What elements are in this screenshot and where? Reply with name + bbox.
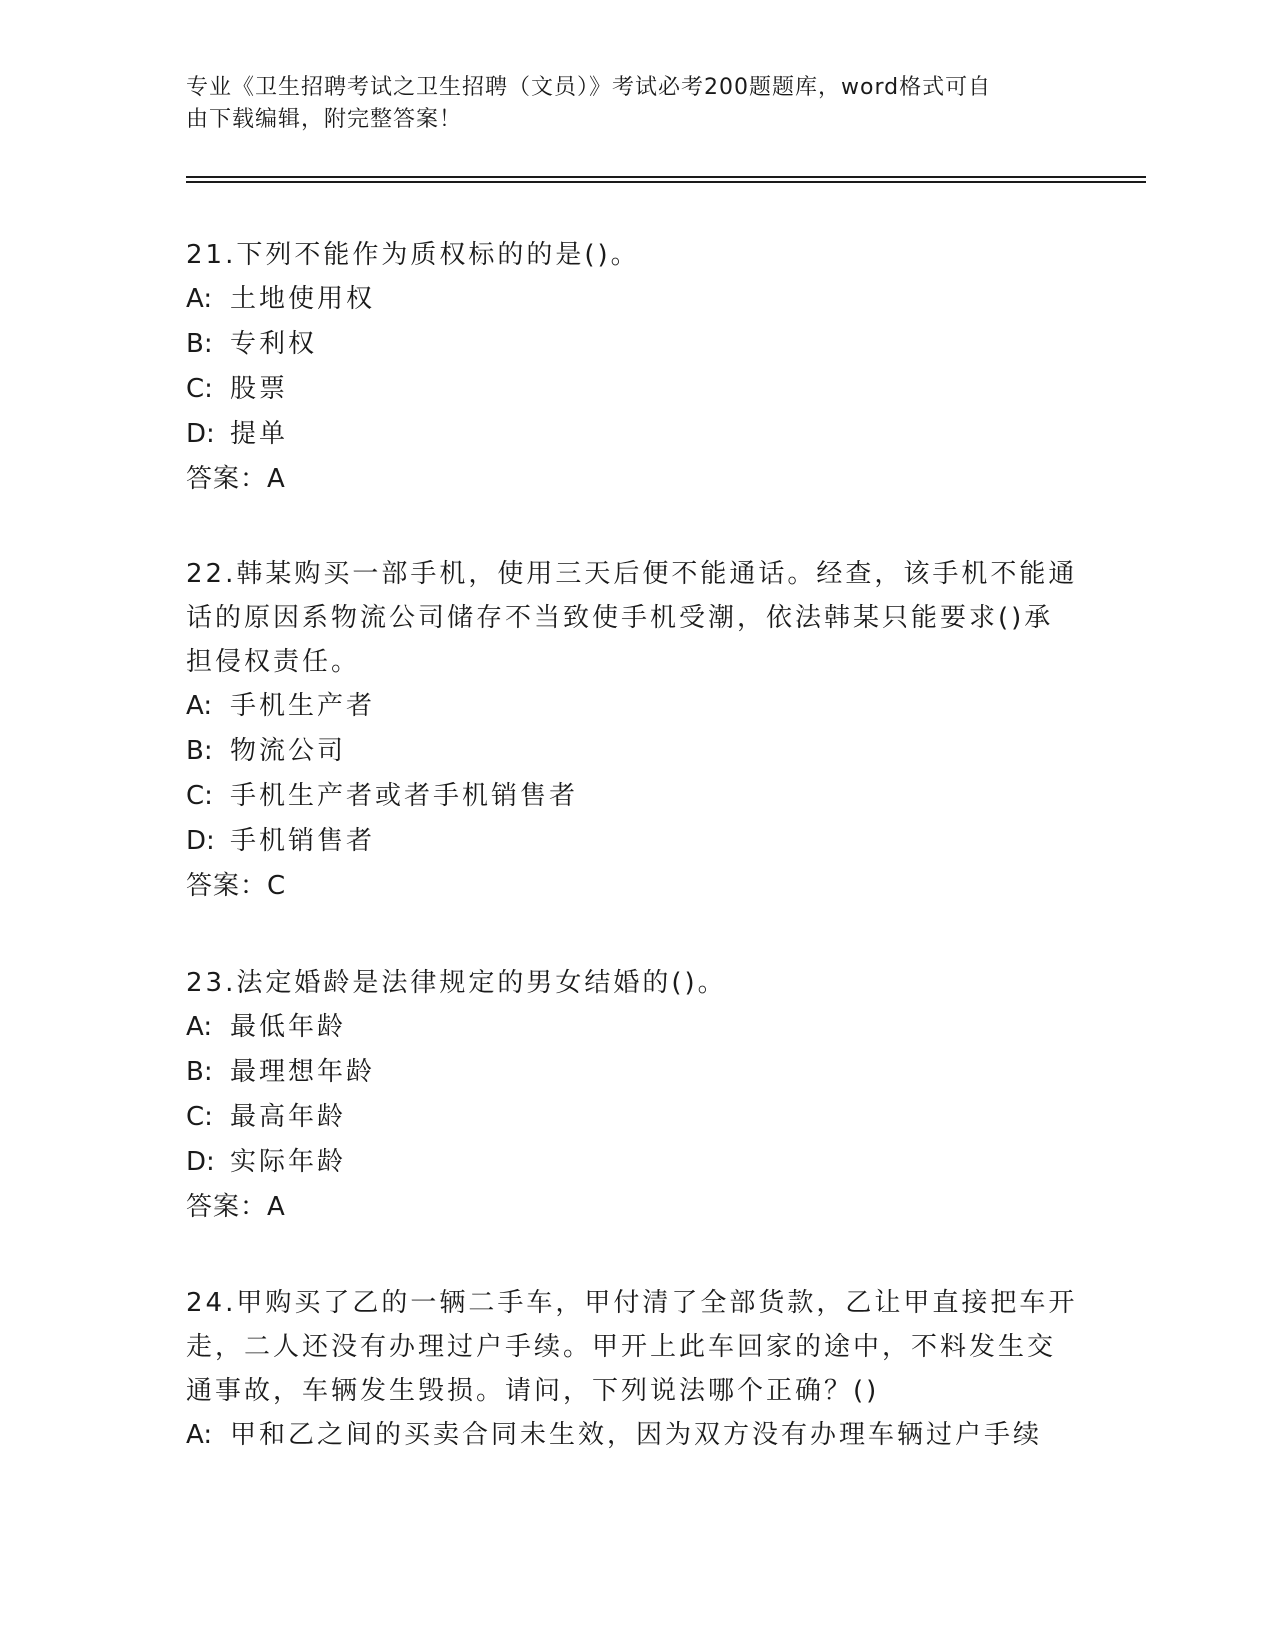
option-key: A: xyxy=(186,1012,213,1042)
option-b xyxy=(186,729,1086,774)
question-23 xyxy=(186,961,1086,1230)
option-key: C: xyxy=(186,374,213,404)
header-divider-top xyxy=(186,176,1146,178)
option-c xyxy=(186,1095,1086,1140)
question-stem: 23.法定婚龄是法律规定的男女结婚的()。 xyxy=(186,968,727,998)
option-text: 手机销售者 xyxy=(230,826,376,856)
option-c xyxy=(186,367,1086,412)
question-stem-line-3: 担侵权责任。 xyxy=(186,647,361,677)
question-24 xyxy=(186,1281,1086,1458)
option-d xyxy=(186,412,1086,457)
option-a xyxy=(186,684,1086,729)
option-key: C: xyxy=(186,781,213,811)
option-text: 最高年龄 xyxy=(230,1102,347,1132)
option-key: D: xyxy=(186,826,215,856)
option-d xyxy=(186,819,1086,864)
question-21 xyxy=(186,233,1086,502)
option-text: 提单 xyxy=(230,419,289,449)
question-stem-line-1: 24.甲购买了乙的一辆二手车，甲付清了全部货款，乙让甲直接把车开 xyxy=(186,1288,1078,1318)
option-b xyxy=(186,1050,1086,1095)
option-text: 土地使用权 xyxy=(230,284,376,314)
question-stem-line-2: 话的原因系物流公司储存不当致使手机受潮，依法韩某只能要求()承 xyxy=(186,603,1054,633)
question-stem-line-3: 通事故，车辆发生毁损。请问，下列说法哪个正确？() xyxy=(186,1376,880,1406)
option-text: 物流公司 xyxy=(230,736,347,766)
answer-line: 答案：C xyxy=(186,871,287,901)
option-key: B: xyxy=(186,1057,213,1087)
question-stem-line-2: 走，二人还没有办理过户手续。甲开上此车回家的途中，不料发生交 xyxy=(186,1332,1057,1362)
option-c xyxy=(186,774,1086,819)
header-divider-bottom xyxy=(186,181,1146,183)
option-key: D: xyxy=(186,1147,215,1177)
option-text: 手机生产者或者手机销售者 xyxy=(230,781,579,811)
option-a xyxy=(186,1005,1086,1050)
option-key: B: xyxy=(186,736,213,766)
option-text: 专利权 xyxy=(230,329,318,359)
answer-line: 答案：A xyxy=(186,464,286,494)
option-text: 手机生产者 xyxy=(230,691,376,721)
option-key: B: xyxy=(186,329,213,359)
question-stem-line-1: 22.韩某购买一部手机，使用三天后便不能通话。经查，该手机不能通 xyxy=(186,559,1078,589)
answer-line: 答案：A xyxy=(186,1192,286,1222)
option-text: 最理想年龄 xyxy=(230,1057,376,1087)
header-line-1: 专业《卫生招聘考试之卫生招聘（文员）》考试必考200题题库，word格式可自 xyxy=(186,75,992,100)
option-d xyxy=(186,1140,1086,1185)
question-22 xyxy=(186,552,1086,909)
option-key: A: xyxy=(186,691,213,721)
document-header xyxy=(186,72,1066,136)
option-a xyxy=(186,1413,1086,1458)
option-text: 实际年龄 xyxy=(230,1147,347,1177)
question-stem: 21.下列不能作为质权标的的是()。 xyxy=(186,240,640,270)
option-key: C: xyxy=(186,1102,213,1132)
option-key: A: xyxy=(186,1420,213,1450)
option-text: 甲和乙之间的买卖合同未生效，因为双方没有办理车辆过户手续 xyxy=(230,1420,1043,1450)
header-line-2: 由下载编辑，附完整答案！ xyxy=(186,107,463,132)
option-b xyxy=(186,322,1086,367)
option-text: 股票 xyxy=(230,374,289,404)
option-text: 最低年龄 xyxy=(230,1012,347,1042)
option-key: A: xyxy=(186,284,213,314)
option-a xyxy=(186,277,1086,322)
option-key: D: xyxy=(186,419,215,449)
